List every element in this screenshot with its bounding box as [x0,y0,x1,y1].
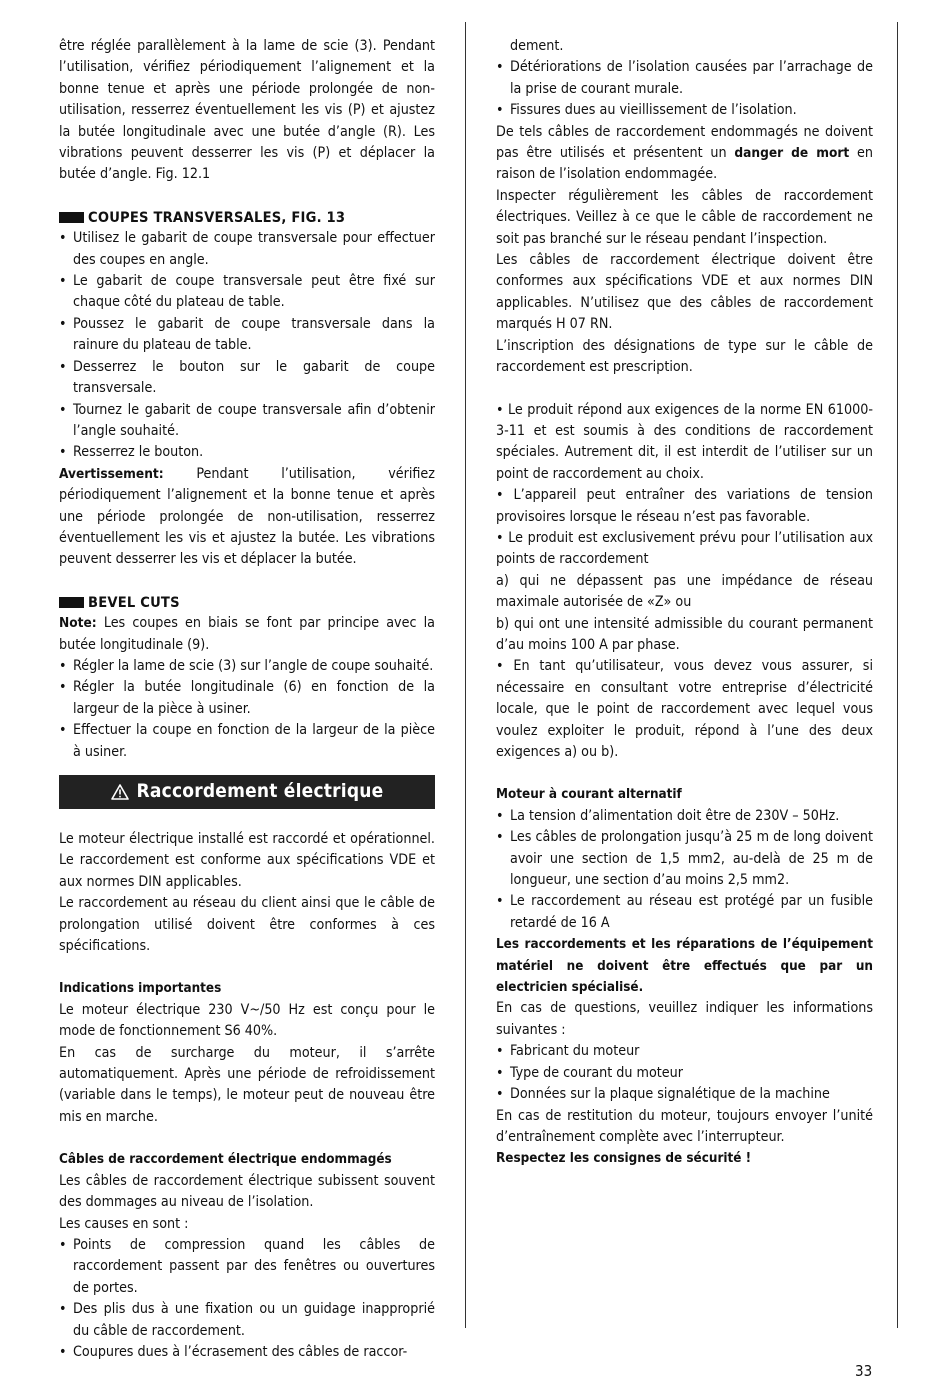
list-item: • La tension d’alimentation doit être de 230V – 50Hz. [496,806,873,827]
list-item: • Les câbles de prolongation jusqu’à 25 m de long doivent avoir une section de 1,5 mm2, au-delà de 25 m de longueur, une section d’au moins 2,5 mm2. [496,827,873,891]
damaged-cables-heading: Câbles de raccordement électrique endommagés [59,1152,392,1168]
return-paragraph: En cas de restitution du moteur, toujours envoyer l’unité d’entraînement complète avec l’interrupteur. [496,1107,873,1145]
norm-paragraph-4: • En tant qu’utilisateur, vous devez vous assurer, si nécessaire en consultant votre entreprise d’électricité locale, que le point de raccordement avec lequel vous voulez exploiter le produit, répond à l’une des deux exigences a) ou b). [496,658,873,760]
list-item: • Régler la butée longitudinale (6) en fonction de la largeur de la pièce à usiner. [59,677,435,720]
heading-marker-icon [59,212,84,223]
danger-emphasis: danger de mort [734,145,850,162]
important-paragraph-1: Le moteur électrique 230 V~/50 Hz est conçu pour le mode de fonctionnement S6 40%. [59,1001,435,1040]
banner-title: Raccordement électrique [136,780,384,803]
bevel-cuts-heading-text: BEVEL CUTS [88,593,180,611]
note-text: Les coupes en biais se font par principe avec la butée longitudinale (9). [59,615,435,653]
list-item: • Utilisez le gabarit de coupe transversale pour effectuer des coupes en angle. [59,228,435,271]
norm-option-b: b) qui ont une intensité admissible du courant permanent d’au moins 100 A par phase. [496,615,873,653]
list-item: • Poussez le gabarit de coupe transversale dans la rainure du plateau de table. [59,314,435,357]
bevel-cuts-heading [59,592,435,613]
list-item: • Desserrez le bouton sur le gabarit de coupe transversale. [59,357,435,400]
list-item: • Effectuer la coupe en fonction de la largeur de la pièce à usiner. [59,720,435,763]
note-label: Note: [59,615,97,632]
cross-cuts-heading [59,207,435,228]
heading-marker-icon [59,597,84,608]
list-item: • Données sur la plaque signalétique de la machine [496,1084,873,1105]
cross-cuts-warning [59,464,435,571]
electrical-connection-banner [59,775,435,809]
list-item: • Régler la lame de scie (3) sur l’angle de coupe souhaité. [59,656,435,677]
list-item: • Le gabarit de coupe transversale peut être fixé sur chaque côté du plateau de table. [59,271,435,314]
list-item: • Le raccordement au réseau est protégé par un fusible retardé de 16 A [496,891,873,934]
list-item: • Tournez le gabarit de coupe transversale afin d’obtenir l’angle souhaité. [59,400,435,443]
cross-cuts-list [59,228,435,463]
bevel-cuts-list [59,656,435,763]
ac-motor-list [496,806,873,934]
list-item: • Type de courant du moteur [496,1063,873,1084]
warning-triangle-icon [111,784,129,800]
electric-intro-1: Le moteur électrique installé est raccordé et opérationnel. Le raccordement est conforme aux spécifications VDE et aux normes DIN applicables. [59,831,435,890]
electric-intro-2: Le raccordement au réseau du client ainsi que le câble de prolongation utilisé doivent être conformes à ces spécifications. [59,895,435,955]
safety-notice: Respectez les consignes de sécurité ! [496,1151,752,1167]
list-item: • Points de compression quand les câbles de raccordement passent par des fenêtres ou ouvertures de portes. [59,1235,435,1299]
list-item: • Coupures dues à l’écrasement des câbles de raccor- [59,1342,435,1363]
conform-paragraph: Les câbles de raccordement électrique doivent être conformes aux spécifications VDE et aux normes DIN applicables. N’utilisez que des câbles de raccordement marqués H 07 RN. [496,252,873,333]
inspect-paragraph: Inspecter régulièrement les câbles de raccordement électriques. Veillez à ce que le câble de raccordement ne soit pas branché sur le réseau pendant l’inspection. [496,187,873,247]
list-item: • Fissures dues au vieillissement de l’isolation. [496,100,873,121]
damaged-causes-list [59,1235,435,1363]
important-paragraph-2: En cas de surcharge du moteur, il s’arrête automatiquement. Après une période de refroidissement (variable dans le temps), le moteur peut de nouveau être mis en marche. [59,1044,435,1125]
warning-label: Avertissement: [59,465,164,482]
list-item-continuation: dement. [510,38,564,54]
inscription-paragraph: L’inscription des désignations de type sur le câble de raccordement est prescription. [496,337,873,376]
important-heading: Indications importantes [59,981,222,997]
danger-paragraph: De tels câbles de raccordement endommagés ne doivent pas être utilisés et présentent un danger de mort en raison de l’isolation endommagée. [496,123,874,183]
list-item: • Détériorations de l’isolation causées par l’arrachage de la prise de courant murale. [496,57,873,100]
ac-motor-heading: Moteur à courant alternatif [496,787,682,803]
norm-option-a: a) qui ne dépassent pas une impédance de réseau maximale autorisée de «Z» ou [496,572,873,611]
electrician-notice: Les raccordements et les réparations de l’équipement matériel ne doivent être effectués que par un electricien spécialisé. [496,937,873,996]
cross-cuts-heading-text: COUPES TRANSVERSALES, FIG. 13 [88,208,346,226]
list-item: • Des plis dus à une fixation ou un guidage inapproprié du câble de raccordement. [59,1299,435,1342]
questions-paragraph: En cas de questions, veuillez indiquer les informations suivantes : [496,1000,873,1038]
left-column [59,36,435,1363]
list-item: • Fabricant du moteur [496,1041,873,1062]
page-number: 33 [855,1362,873,1380]
right-column [496,36,873,1170]
damaged-causes-list-continued [496,36,873,122]
norm-paragraph-2: • L’appareil peut entraîner des variations de tension provisoires lorsque le réseau n’est pas favorable. [496,487,873,525]
intro-paragraph: être réglée parallèlement à la lame de scie (3). Pendant l’utilisation, vérifiez périodiquement l’alignement et la bonne tenue et après une période prolongée de non-utilisation, resserrez éventuellement les vis (P) et ajustez la butée longitudinale avec une butée d’angle (R). Les vibrations peuvent desserrer les vis (P) et déplacer la butée d’angle. Fig. 12.1 [59,38,435,183]
right-margin-rule [897,22,898,1328]
info-list [496,1041,873,1105]
damaged-cables-paragraph-2: Les causes en sont : [59,1215,189,1232]
column-divider [465,22,466,1328]
norm-paragraph-3: • Le produit est exclusivement prévu pour l’utilisation aux points de raccordement [496,529,873,568]
warning-text: Pendant l’utilisation, vérifiez périodiquement l’alignement et la bonne tenue et après une période prolongée de non-utilisation, resserrez éventuellement les vis et ajustez la butée. Les vibrations peuvent desserrer les vis et déplacer la butée. [59,465,435,568]
list-item: • Resserrez le bouton. [59,442,435,463]
norm-paragraph-1: • Le produit répond aux exigences de la norme EN 61000-3-11 et est soumis à des conditions de raccordement spéciales. Autrement dit, il est interdit de l’utiliser sur un point de raccordement au choix. [496,401,873,482]
bevel-note [59,613,435,656]
damaged-cables-paragraph-1: Les câbles de raccordement électrique subissent souvent des dommages au niveau de l’isolation. [59,1172,435,1211]
